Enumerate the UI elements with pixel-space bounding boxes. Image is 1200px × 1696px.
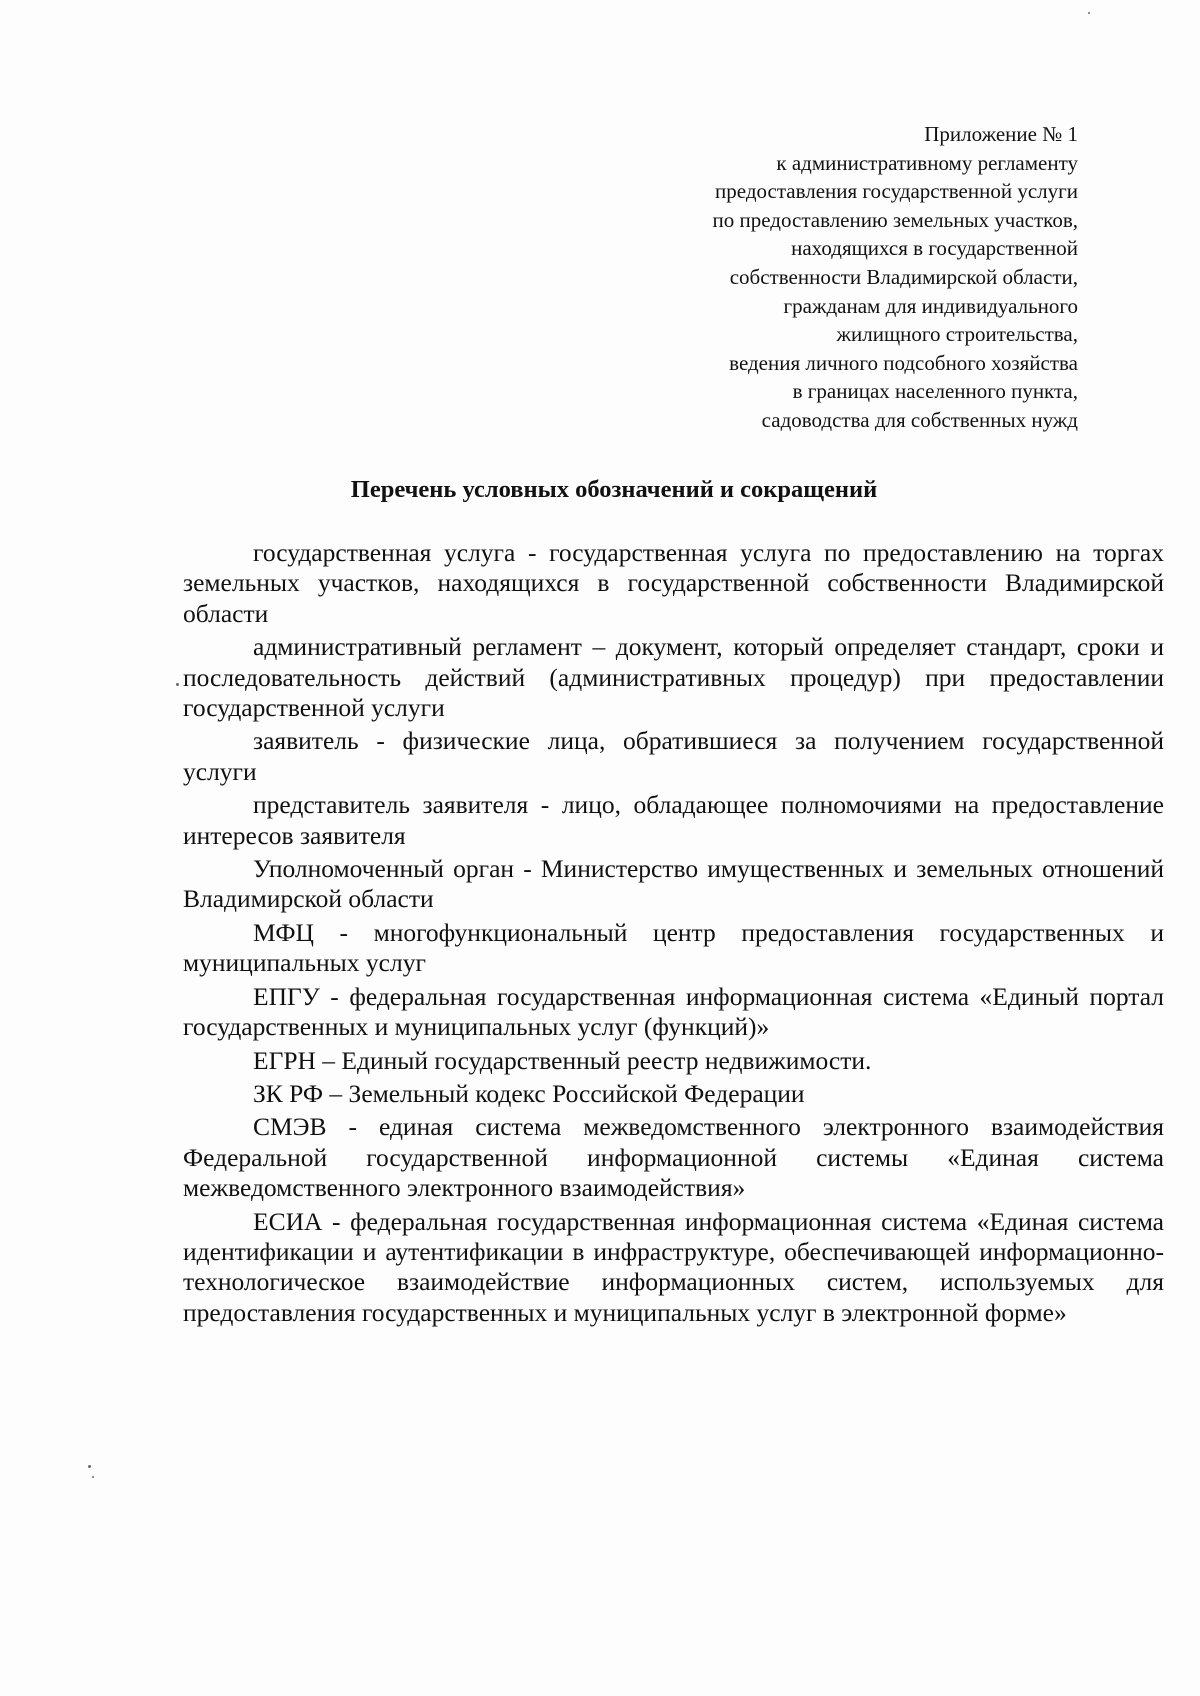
appendix-line: находящихся в государственной <box>791 236 1078 261</box>
appendix-line: ведения личного подсобного хозяйства <box>729 350 1078 375</box>
scan-speck <box>1088 12 1090 14</box>
appendix-line: гражданам для индивидуального <box>783 293 1078 318</box>
definition-item: СМЭВ - единая система межведомственного электронного взаимодействия Федеральной государственной информационной системы «Единая система межведомственного электронного взаимодействия» <box>183 1112 1164 1203</box>
definition-item: ЕГРН – Единый государственный реестр недвижимости. <box>253 1045 872 1075</box>
definition-item: государственная услуга - государственная услуга по предоставлению на торгах земельных участков, находящихся в государственной собственности Владимирской области <box>183 538 1164 628</box>
definition-item: представитель заявителя - лицо, обладающее полномочиями на предоставление интересов заявителя <box>183 790 1164 850</box>
appendix-line: Приложение № 1 <box>924 122 1078 146</box>
appendix-line: садоводства для собственных нужд <box>761 407 1078 432</box>
appendix-line: собственности Владимирской области, <box>729 264 1078 289</box>
definition-item: ЕСИА - федеральная государственная информационная система «Единая система идентификации и аутентификации в инфраструктуре, обеспечивающей информационно-технологическое взаимодействие информационных систем, используемых для предоставления государственных и муниципальных услуг в электронной форме» <box>183 1206 1164 1327</box>
appendix-line: к административному регламенту <box>776 150 1078 175</box>
definition-item: Уполномоченный орган - Министерство имущественных и земельных отношений Владимирской области <box>183 854 1164 914</box>
appendix-header <box>518 120 1078 435</box>
appendix-line: по предоставлению земельных участков, <box>712 207 1078 232</box>
appendix-line: жилищного строительства, <box>836 322 1078 347</box>
appendix-line: предоставления государственной услуги <box>715 179 1078 204</box>
document-title: Перечень условных обозначений и сокращений <box>350 476 878 503</box>
scan-speck <box>92 1476 94 1478</box>
scan-speck <box>88 1465 91 1468</box>
definition-item: ЕПГУ - федеральная государственная информационная система «Единый портал государственных и муниципальных услуг (функций)» <box>183 981 1164 1042</box>
definition-item: МФЦ - многофункциональный центр предоставления государственных и муниципальных услуг <box>183 917 1164 978</box>
scan-speck <box>176 683 179 686</box>
appendix-line: в границах населенного пункта, <box>792 379 1078 404</box>
definitions-list <box>183 538 1164 1331</box>
definition-item: заявитель - физические лица, обратившиеся за получением государственной услуги <box>183 726 1164 786</box>
definition-item: административный регламент – документ, который определяет стандарт, сроки и последовательность действий (административных процедур) при предоставлении государственной услуги <box>183 632 1164 723</box>
definition-item: ЗК РФ – Земельный кодекс Российской Федерации <box>253 1078 805 1108</box>
